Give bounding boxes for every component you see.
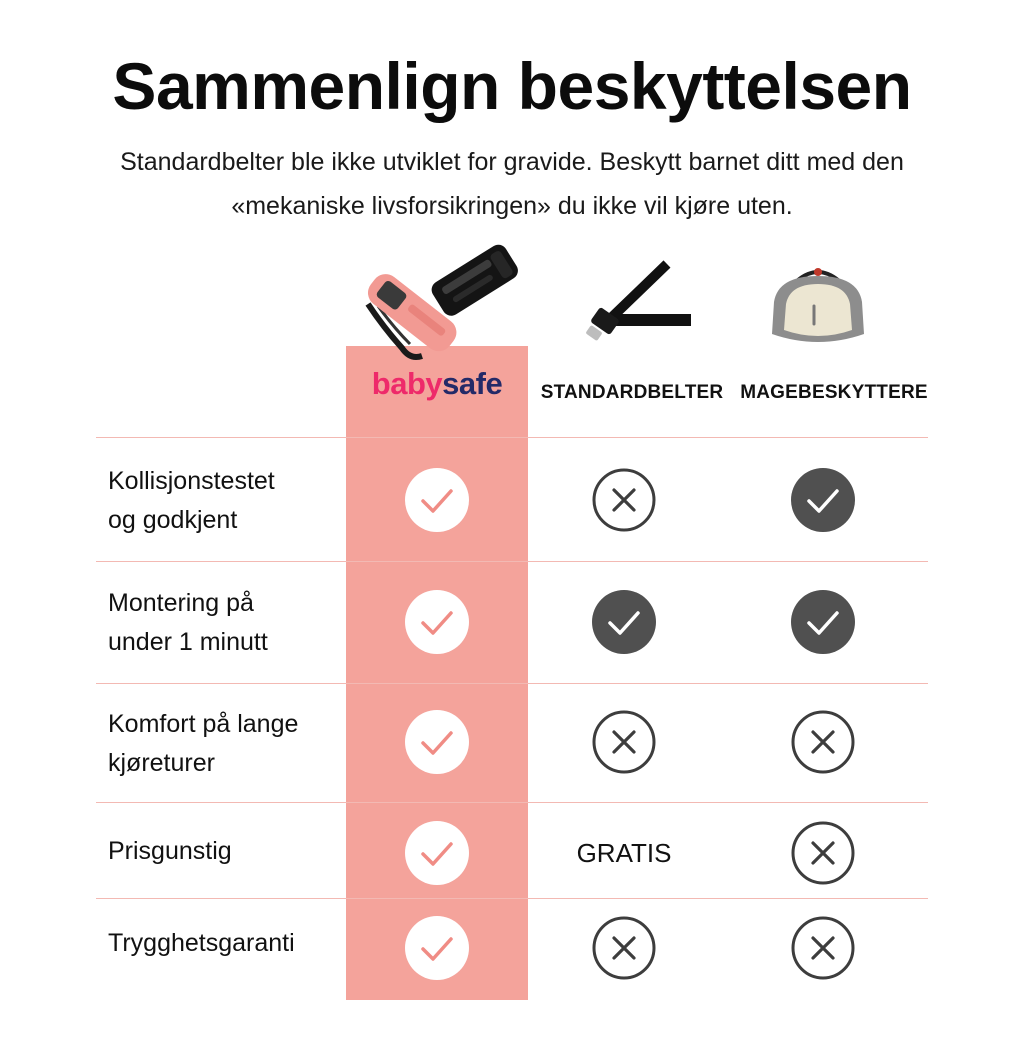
- dark-check-icon: [790, 467, 856, 533]
- row-label-affordable: Prisgunstig: [108, 837, 232, 865]
- column-header-standard: STANDARDBELTER: [540, 382, 724, 403]
- row-label-installation: Montering på under 1 minutt: [108, 589, 268, 656]
- column-header-bump-protector: MAGEBESKYTTERE: [740, 382, 928, 403]
- dark-check-icon: [591, 589, 657, 655]
- row-divider: [96, 898, 928, 899]
- row-label-crash-tested: Kollisjonstestet og godkjent: [108, 467, 275, 534]
- row-label-safety-guarantee: Trygghetsgaranti: [108, 929, 295, 957]
- cross-icon: [591, 915, 657, 981]
- babysafe-logo: babysafe: [371, 366, 503, 401]
- cross-icon: [591, 467, 657, 533]
- standard-belt-image: [585, 258, 695, 350]
- cross-icon: [790, 915, 856, 981]
- babysafe-product-image: [350, 232, 530, 372]
- row-divider: [96, 683, 928, 684]
- row-divider: [96, 437, 928, 438]
- row-label-comfort: Komfort på lange kjøreturer: [108, 710, 299, 777]
- row-divider: [96, 561, 928, 562]
- page-title: Sammenlign beskyttelsen: [112, 49, 912, 123]
- bump-protector-image: [768, 262, 868, 354]
- dark-check-icon: [790, 589, 856, 655]
- row-divider: [96, 802, 928, 803]
- cross-icon: [790, 820, 856, 886]
- brand-check-icon: [404, 467, 470, 533]
- brand-column-highlight: [346, 346, 528, 1000]
- brand-check-icon: [404, 820, 470, 886]
- cross-icon: [790, 709, 856, 775]
- cross-icon: [591, 709, 657, 775]
- price-free-label: GRATIS: [576, 838, 672, 868]
- brand-check-icon: [404, 589, 470, 655]
- brand-check-icon: [404, 915, 470, 981]
- page-subtitle: Standardbelter ble ikke utviklet for gravide. Beskytt barnet ditt med den «mekaniske livsforsikringen» du ikke vil kjøre uten.: [120, 148, 904, 220]
- brand-check-icon: [404, 709, 470, 775]
